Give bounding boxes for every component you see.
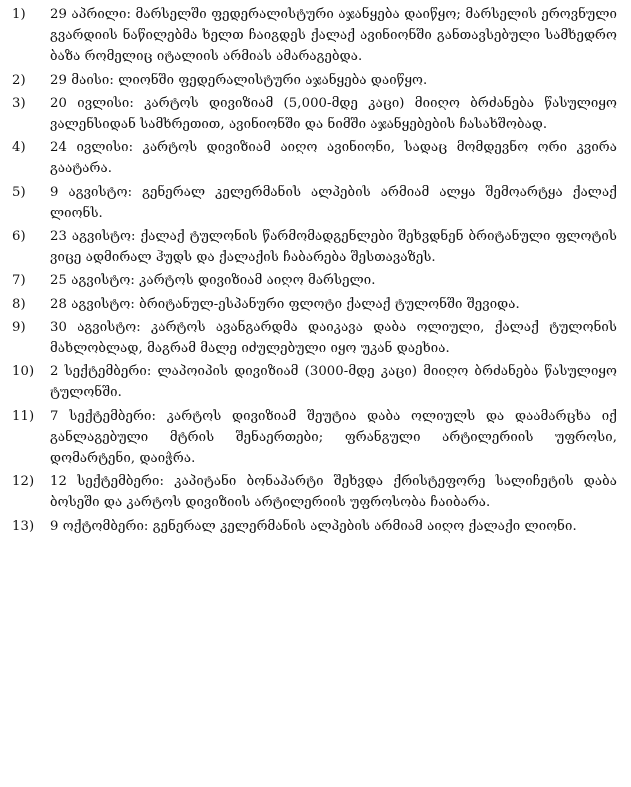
list-item [12,4,617,68]
list-item [12,270,617,291]
item-text: 2 სექტემბერი: ლაპოიპის დივიზიამ (3000-მდე კაცი) მიიღო ბრძანება წასულიყო ტულონში. [50,364,617,401]
item-text: 9 ოქტომბერი: გენერალ კელერმანის ალპების არმიამ აიღო ქალაქი ლიონი. [50,518,577,534]
item-number: 6) [12,229,26,245]
item-text: 12 სექტემბერი: კაპიტანი ბონაპარტი შეხვდა ქრისტეფორე სალიჩეტის დაბა ბოსეში და კარტოს დივიზიის არტილერიის უფროსობა ჩაიბარა. [50,474,617,511]
item-text: 30 აგვისტო: კარტოს ავანგარდმა დაიკავა დაბა ოლიული, ქალაქ ტულონის მახლობლად, მაგრამ მალე იძულებული იყო უკან დაეხია. [50,319,617,357]
item-number: 10) [12,364,35,380]
item-number: 11) [12,408,35,424]
item-number: 8) [12,296,26,312]
list-item [12,93,617,135]
item-number: 12) [12,474,35,490]
list-item [12,471,617,513]
item-number: 2) [12,72,26,88]
list-item [12,182,617,224]
item-number: 7) [12,273,26,289]
item-number: 13) [12,518,35,534]
item-number: 5) [12,184,26,200]
list-item [12,516,617,537]
item-text: 29 აპრილი: მარსელში ფედერალისტური აჯანყება დაიწყო; მარსელის ეროვნული გვარდიის ნაწილებმა ხელთ ჩაიგდეს ქალაქ ავინიონში განთავსებული სამხედრო ბაზა რომელიც იტალიის არმიას ამარაგებდა. [50,7,617,65]
list-item [12,317,617,359]
item-text: 7 სექტემბერი: კარტოს დივიზიამ შეუტია დაბა ოლიულს და დაამარცხა იქ განლაგებული მტრის შენაერთები; ფრანგული არტილერიის უფროსი, დომარტენი, დაიჭრა. [50,408,617,467]
item-number: 3) [12,95,26,111]
item-text: 28 აგვისტო: ბრიტანულ-ესპანური ფლოტი ქალაქ ტულონში შევიდა. [50,296,520,312]
item-text: 20 ივლისი: კარტოს დივიზიამ (5,000-მდე კაცი) მიიღო ბრძანება წასულიყო ვალენსიდან სამხრეთით, ავინიონში და ნიმში აჯანყებების ჩასახშობად. [50,95,617,133]
item-number: 9) [12,319,26,335]
item-number: 4) [12,140,26,156]
item-number: 1) [12,7,26,22]
list-item [12,70,617,91]
item-text: 25 აგვისტო: კარტოს დივიზიამ აიღო მარსელი. [50,273,376,289]
list-item [12,137,617,179]
event-timeline-list [12,4,617,537]
list-item [12,294,617,315]
item-text: 9 აგვისტო: გენერალ კელერმანის ალპების არმიამ ალყა შემოარტყა ქალაქ ლიონს. [50,184,617,221]
item-text: 24 ივლისი: კარტოს დივიზიამ აიღო ავინიონი, სადაც მომდევნო ორი კვირა გაატარა. [50,140,617,177]
list-item [12,226,617,268]
list-item [12,361,617,403]
item-text: 23 აგვისტო: ქალაქ ტულონის წარმომადგენლები შეხვდნენ ბრიტანული ფლოტის ვიცე ადმირალ ჰუდს და ქალაქის ჩაბარება შესთავაზეს. [50,229,617,266]
item-text: 29 მაისი: ლიონში ფედერალისტური აჯანყება დაიწყო. [50,72,428,88]
list-item [12,406,617,470]
